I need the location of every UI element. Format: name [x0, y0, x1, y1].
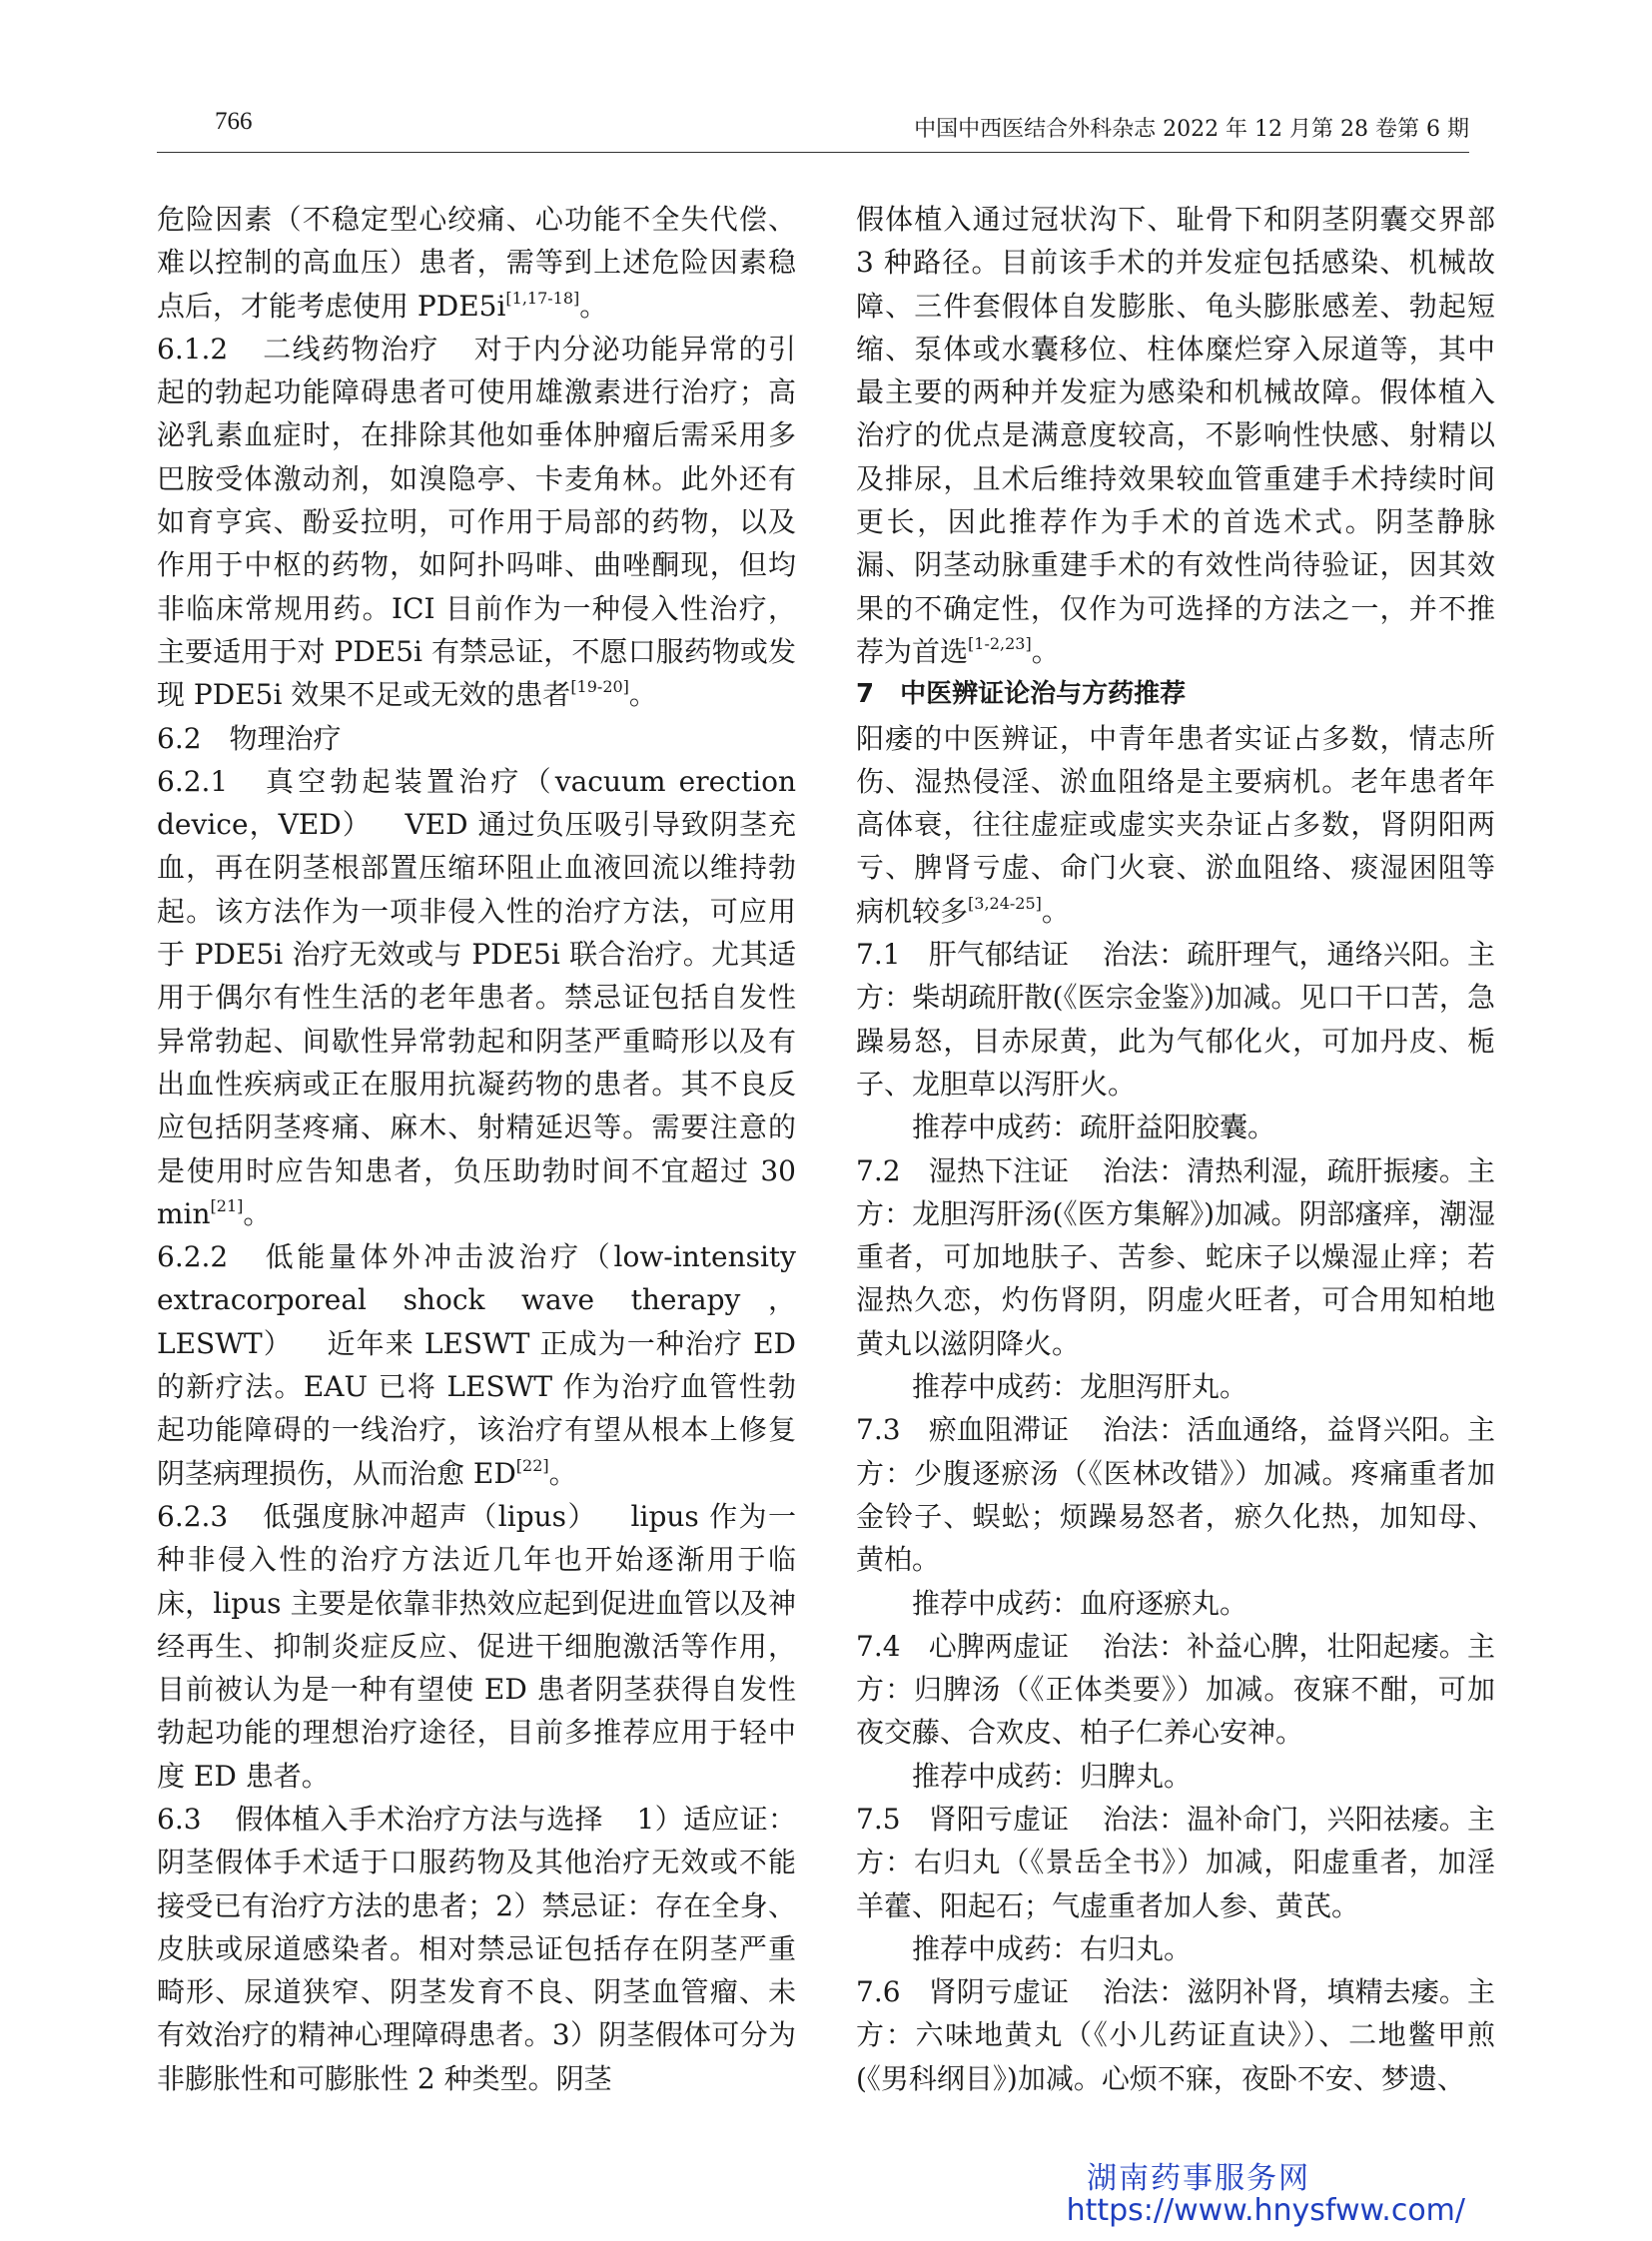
watermark-url-link[interactable]: https://www.hnysfww.com/ — [1066, 2193, 1465, 2228]
section-6-3: 6.3 假体植入手术治疗方法与选择 1）适应证：阴茎假体手术适于口服药物及其他治疗无效或不能接受已有治疗方法的患者；2）禁忌证：存在全身、皮肤或尿道感染者。相对禁忌证包括存在阴茎严重畸形、尿道狭窄、阴茎发育不良、阴茎血管瘤、未有效治疗的精神心理障碍患者。3）阴茎假体可分为非膨胀性和可膨胀性 2 种类型。阴茎 — [157, 1802, 796, 2095]
section-6-2-heading: 6.2 物理治疗 — [157, 721, 342, 755]
recommended-medicine: 推荐中成药：疏肝益阳胶囊。 — [912, 1111, 1276, 1144]
paragraph: 危险因素（不稳定型心绞痛、心功能不全失代偿、难以控制的高血压）患者，需等到上述危险因素稳点后，才能考虑使用 PDE5i[1,17-18]。 — [157, 203, 796, 323]
recommended-medicine: 推荐中成药：右归丸。 — [912, 1931, 1193, 1965]
citation: [22] — [515, 1455, 549, 1475]
right-column — [856, 198, 1495, 2100]
section-7-4: 7.4 心脾两虚证 治法：补益心脾，壮阳起痿。主方：归脾汤（《正体类要》）加减。夜寐不酣，可加夜交藤、合欢皮、柏子仁养心安神。 — [856, 1629, 1495, 1750]
section-title: 低能量体外冲击波治疗（low-intensity extracorporeal shock wave therapy，LESWT） — [157, 1240, 796, 1360]
section-title: 真空勃起装置治疗（vacuum erection device，VED） — [157, 764, 796, 842]
citation: [21] — [210, 1195, 244, 1215]
citation: [1-2,23] — [968, 633, 1032, 653]
paragraph: 假体植入通过冠状沟下、耻骨下和阴茎阴囊交界部 3 种路径。目前该手术的并发症包括感染、机械故障、三件套假体自发膨胀、龟头膨胀感差、勃起短缩、泵体或水囊移位、柱体糜烂穿入尿道等，其中最主要的两种并发症为感染和机械故障。假体植入治疗的优点是满意度较高，不影响性快感、射精以及排尿，且术后维持效果较血管重建手术持续时间更长，因此推荐作为手术的首选术式。阴茎静脉漏、阴茎动脉重建手术的有效性尚待验证，因其效果的不确定性，仅作为可选择的方法之一，并不推荐为首选[1-2,23]。 — [856, 203, 1495, 668]
section-6-2-1: 6.2.1 真空勃起装置治疗（vacuum erection device，VED） VED 通过负压吸引导致阴茎充血，再在阴茎根部置压缩环阻止血液回流以维持勃起。该方法作为一项非侵入性的治疗方法，可应用于 PDE5i 治疗无效或与 PDE5i 联合治疗。尤其适用于偶尔有性生活的老年患者。禁忌证包括自发性异常勃起、间歇性异常勃起和阴茎严重畸形以及有出血性疾病或正在服用抗凝药物的患者。其不良反应包括阴茎疼痛、麻木、射精延迟等。需要注意的是使用时应告知患者，负压助勃时间不宜超过 30 min[21]。 — [157, 764, 796, 1230]
recommended-medicine: 推荐中成药：血府逐瘀丸。 — [912, 1586, 1248, 1620]
section-6-2-3: 6.2.3 低强度脉冲超声（lipus） lipus 作为一种非侵入性的治疗方法近几年也开始逐渐用于临床，lipus 主要是依靠非热效应起到促进血管以及神经再生、抑制炎症反应、促进干细胞激活等作用，目前被认为是一种有望使 ED 患者阴茎获得自发性勃起功能的理想治疗途径，目前多推荐应用于轻中度 ED 患者。 — [157, 1499, 796, 1793]
section-title: 7.6 肾阴亏虚证 — [856, 1975, 1070, 2009]
recommended-medicine: 推荐中成药：归脾丸。 — [912, 1759, 1193, 1793]
section-7-1: 7.1 肝气郁结证 治法：疏肝理气，通络兴阳。主方：柴胡疏肝散(《医宗金鉴》)加减。见口干口苦，急躁易怒，目赤尿黄，此为气郁化火，可加丹皮、栀子、龙胆草以泻肝火。 — [856, 938, 1495, 1101]
left-column — [157, 198, 796, 2100]
section-title: 7.3 瘀血阻滞证 — [856, 1413, 1070, 1447]
section-7-6: 7.6 肾阴亏虚证 治法：滋阴补肾，填精去痿。主方：六味地黄丸（《小儿药证直诀》）、二地鳖甲煎(《男科纲目》)加减。心烦不寐，夜卧不安、梦遗、 — [856, 1975, 1495, 2095]
journal-running-head: 中国中西医结合外科杂志 2022 年 12 月第 28 卷第 6 期 — [914, 117, 1469, 142]
page-number: 766 — [215, 108, 253, 135]
header-rule — [157, 152, 1469, 153]
section-7-2: 7.2 湿热下注证 治法：清热利湿，疏肝振痿。主方：龙胆泻肝汤(《医方集解》)加减。阴部瘙痒，潮湿重者，可加地肤子、苦参、蛇床子以燥湿止痒；若湿热久恋，灼伤肾阴，阴虚火旺者，可合用知柏地黄丸以滋阴降火。 — [856, 1153, 1495, 1360]
section-7-heading: 7 中医辨证论治与方药推荐 — [856, 679, 1187, 710]
section-6-2-2: 6.2.2 低能量体外冲击波治疗（low-intensity extracorporeal shock wave therapy，LESWT） 近年来 LESWT 正成为一种治疗 ED 的新疗法。EAU 已将 LESWT 作为治疗血管性勃起功能障碍的一线治疗，该治疗有望从根本上修复阴茎病理损伤，从而治愈 ED[22]。 — [157, 1240, 796, 1490]
section-title: 7.5 肾阳亏虚证 — [856, 1802, 1070, 1836]
citation: [3,24-25] — [968, 893, 1042, 913]
section-title: 7.4 心脾两虚证 — [856, 1629, 1070, 1663]
section-title: 低强度脉冲超声（lipus） — [261, 1499, 597, 1533]
section-6-1-2: 6.1.2 二线药物治疗 对于内分泌功能异常的引起的勃起功能障碍患者可使用雄激素进行治疗；高泌乳素血症时，在排除其他如垂体肿瘤后需采用多巴胺受体激动剂，如溴隐亭、卡麦角林。此外还有如育亨宾、酚妥拉明，可作用于局部的药物，以及作用于中枢的药物，如阿扑吗啡、曲唑酮现，但均非临床常规用药。ICI 目前作为一种侵入性治疗，主要适用于对 PDE5i 有禁忌证，不愿口服药物或发现 PDE5i 效果不足或无效的患者[19-20]。 — [157, 332, 796, 712]
watermark-site-name: 湖南药事服务网 — [1087, 2161, 1310, 2196]
recommended-medicine: 推荐中成药：龙胆泻肝丸。 — [912, 1370, 1248, 1404]
citation: [19-20] — [570, 677, 629, 697]
section-7-5: 7.5 肾阳亏虚证 治法：温补命门，兴阳祛痿。主方：右归丸（《景岳全书》）加减，阳虚重者，加淫羊藿、阳起石；气虚重者加人参、黄芪。 — [856, 1802, 1495, 1922]
section-title: 7.2 湿热下注证 — [856, 1153, 1070, 1187]
section-title: 假体植入手术治疗方法与选择 — [235, 1802, 603, 1836]
section-title: 7.1 肝气郁结证 — [856, 938, 1070, 972]
section-title: 二线药物治疗 — [261, 332, 439, 366]
citation: [1,17-18] — [505, 288, 580, 308]
paragraph: 阳痿的中医辨证，中青年患者实证占多数，情志所伤、湿热侵淫、淤血阻络是主要病机。老年患者年高体衰，往往虚症或虚实夹杂证占多数，肾阴阳两亏、脾肾亏虚、命门火衰、淤血阻络、痰湿困阻等病机较多[3,24-25]。 — [856, 721, 1495, 928]
section-7-3: 7.3 瘀血阻滞证 治法：活血通络，益肾兴阳。主方：少腹逐瘀汤（《医林改错》）加减。疼痛重者加金铃子、蜈蚣；烦躁易怒者，瘀久化热，加知母、黄柏。 — [856, 1413, 1495, 1577]
